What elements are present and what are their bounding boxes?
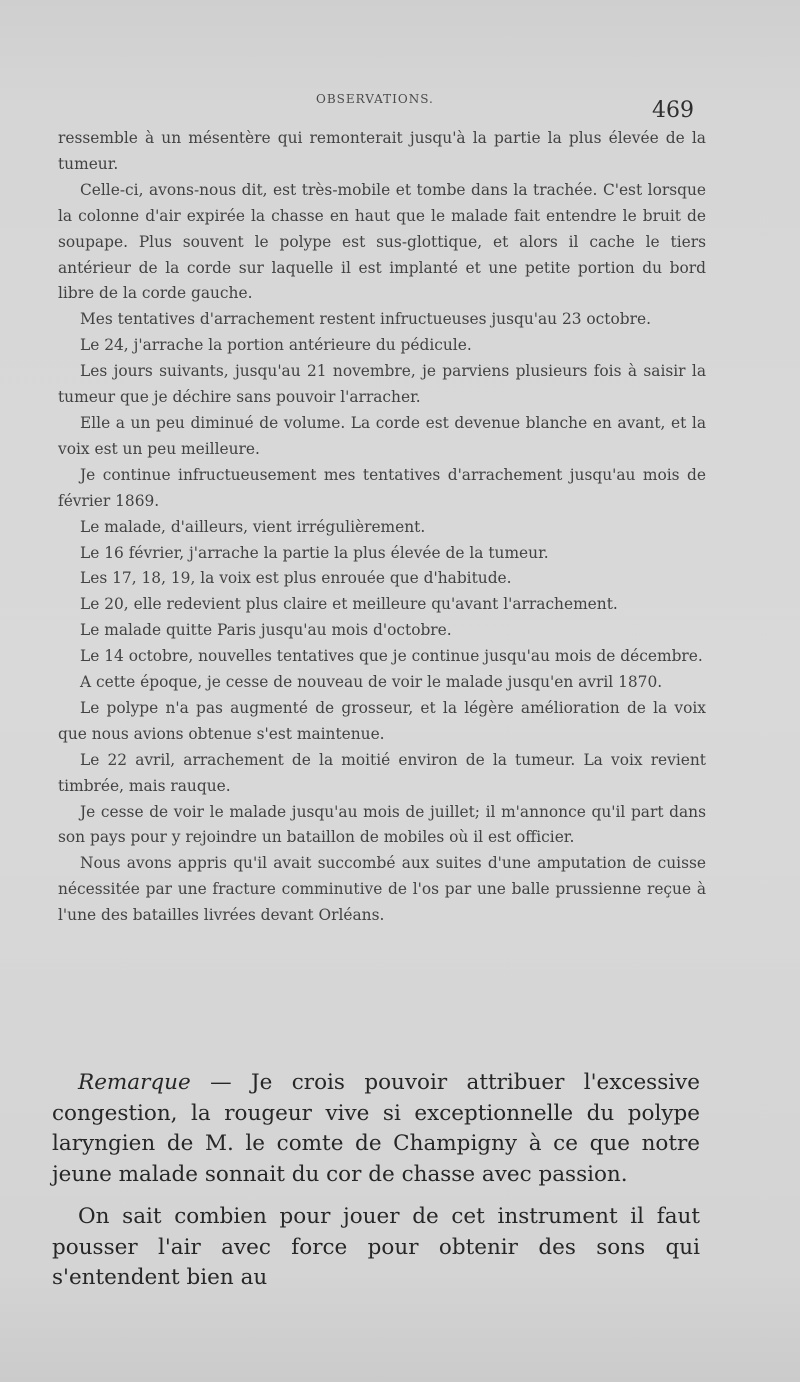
paragraph: Le malade quitte Paris jusqu'au mois d'octobre. [80, 621, 452, 640]
running-head: OBSERVATIONS. [316, 92, 434, 106]
paragraph: Je cesse de voir le malade jusqu'au mois de juillet; il m'annonce qu'il part dans son pays pour y rejoindre un bataillon de mobiles où il est officier. [58, 802, 706, 847]
main-text [52, 1068, 700, 1306]
observation-text [58, 126, 706, 929]
page-number: 469 [652, 98, 694, 123]
paragraph: Le malade, d'ailleurs, vient irrégulièrement. [80, 517, 426, 536]
paragraph: Celle-ci, avons-nous dit, est très-mobile et tombe dans la trachée. C'est lorsque la colonne d'air expirée la chasse en haut que le malade fait entendre le bruit de soupape. Plus souvent le polype est sus-glottique, et alors il cache le tiers antérieur de la corde sur laquelle il est implanté et une petite portion du bord libre de la corde gauche. [58, 180, 706, 303]
paragraph: Elle a un peu diminué de volume. La corde est devenue blanche en avant, et la voix est un peu meilleure. [58, 413, 706, 458]
paragraph: Je continue infructueusement mes tentatives d'arrachement jusqu'au mois de février 1869. [58, 465, 706, 510]
remarque-label: Remarque [78, 1070, 191, 1095]
paragraph: Le 16 février, j'arrache la partie la plus élevée de la tumeur. [80, 543, 549, 562]
paragraph: Les 17, 18, 19, la voix est plus enrouée que d'habitude. [80, 569, 512, 588]
remarque-text: — Je crois pouvoir attribuer l'excessive congestion, la rougeur vive si exceptionnelle du polype laryngien de M. le comte de Champigny à ce que notre jeune malade sonnait du cor de chasse avec passion. [52, 1070, 700, 1187]
paragraph: Le 22 avril, arrachement de la moitié environ de la tumeur. La voix revient timbrée, mais rauque. [58, 750, 706, 795]
remarque-paragraph [52, 1068, 700, 1190]
paragraph: ressemble à un mésentère qui remonterait jusqu'à la partie la plus élevée de la tumeur. [58, 129, 706, 173]
paragraph: Le 24, j'arrache la portion antérieure du pédicule. [80, 336, 472, 355]
paragraph: Le 14 octobre, nouvelles tentatives que je continue jusqu'au mois de décembre. [80, 647, 703, 666]
paragraph: Le polype n'a pas augmenté de grosseur, et la légère amélioration de la voix que nous avions obtenue s'est maintenue. [58, 698, 706, 743]
paragraph: A cette époque, je cesse de nouveau de voir le malade jusqu'en avril 1870. [80, 673, 663, 692]
paragraph: Le 20, elle redevient plus claire et meilleure qu'avant l'arrachement. [80, 595, 618, 614]
paragraph: Mes tentatives d'arrachement restent infructueuses jusqu'au 23 octobre. [80, 310, 651, 329]
paragraph: Nous avons appris qu'il avait succombé aux suites d'une amputation de cuisse nécessitée par une fracture comminutive de l'os par une balle prussienne reçue à l'une des batailles livrées devant Orléans. [58, 854, 706, 925]
paragraph: Les jours suivants, jusqu'au 21 novembre, je parviens plusieurs fois à saisir la tumeur que je déchire sans pouvoir l'arracher. [58, 362, 706, 407]
final-paragraph: On sait combien pour jouer de cet instrument il faut pousser l'air avec force pour obtenir des sons qui s'entendent bien au [52, 1204, 700, 1290]
